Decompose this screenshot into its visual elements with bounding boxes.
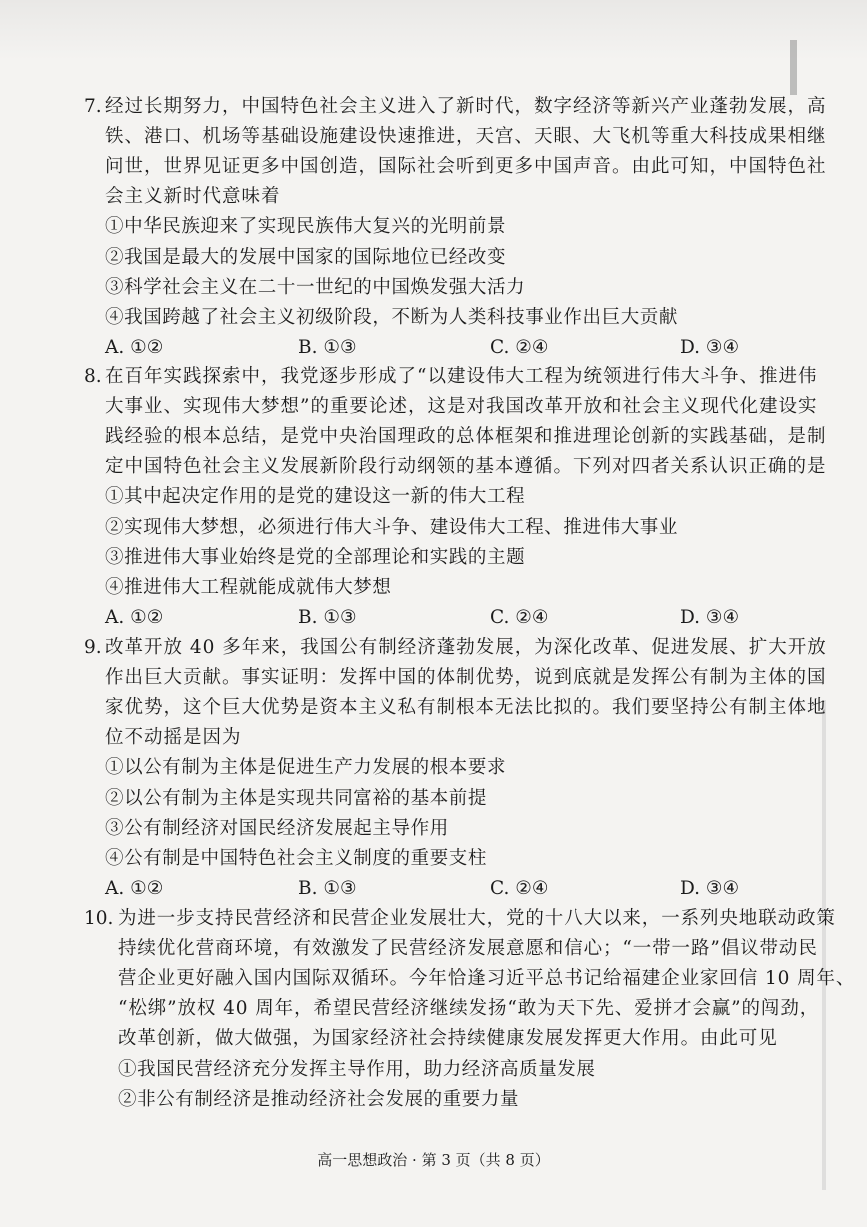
scan-edge-mark <box>790 40 797 95</box>
question-stem-line: 经过长期努力，中国特色社会主义进入了新时代，数字经济等新兴产业蓬勃发展，高 <box>105 96 827 117</box>
answer-option: C. ②④ <box>490 606 549 628</box>
question-number: 10. <box>84 908 114 929</box>
page-footer: 高一思想政治 · 第 3 页（共 8 页） <box>317 1151 550 1169</box>
answer-option: A. ①② <box>105 606 164 628</box>
statement-item: ④我国跨越了社会主义初级阶段，不断为人类科技事业作出巨大贡献 <box>105 306 679 328</box>
answer-option: D. ③④ <box>680 606 740 628</box>
question-stem-line: 铁、港口、机场等基础设施建设快速推进，天宫、天眼、大飞机等重大科技成果相继 <box>105 126 827 148</box>
question-stem-line: 家优势，这个巨大优势是资本主义私有制根本无法比拟的。我们要坚持公有制主体地 <box>105 697 827 719</box>
question-stem-line: “松绑”放权 40 周年，希望民营经济继续发扬“敢为天下先、爱拼才会赢”的闯劲， <box>118 998 820 1020</box>
statement-item: ③公有制经济对国民经济发展起主导作用 <box>105 817 449 839</box>
answer-option: B. ①③ <box>298 336 357 358</box>
statement-item: ①其中起决定作用的是党的建设这一新的伟大工程 <box>105 486 526 508</box>
question-stem-line: 定中国特色社会主义发展新阶段行动纲领的基本遵循。下列对四者关系认识正确的是 <box>105 456 827 478</box>
question-stem-line: 大事业、实现伟大梦想”的重要论述，这是对我国改革开放和社会主义现代化建设实 <box>105 396 818 418</box>
question-stem-line: 问世，世界见证更多中国创造，国际社会听到更多中国声音。由此可知，中国特色社 <box>105 156 827 178</box>
scan-shadow <box>0 0 867 60</box>
scan-edge-mark-lower <box>822 700 826 1190</box>
question-stem-line: 践经验的根本总结，是党中央治国理政的总体框架和推进理论创新的实践基础，是制 <box>105 426 827 448</box>
statement-item: ①我国民营经济充分发挥主导作用，助力经济高质量发展 <box>118 1058 596 1080</box>
question-stem-line: 营企业更好融入国内国际双循环。今年恰逢习近平总书记给福建企业家回信 10 周年、 <box>118 968 856 990</box>
answer-option: C. ②④ <box>490 877 549 899</box>
answer-option: A. ①② <box>105 877 164 899</box>
answer-option: D. ③④ <box>680 336 740 358</box>
statement-item: ③推进伟大事业始终是党的全部理论和实践的主题 <box>105 546 526 568</box>
answer-option: C. ②④ <box>490 336 549 358</box>
answer-option: B. ①③ <box>298 606 357 628</box>
answer-option: D. ③④ <box>680 877 740 899</box>
answer-option: B. ①③ <box>298 877 357 899</box>
answer-option: A. ①② <box>105 336 164 358</box>
statement-item: ②实现伟大梦想，必须进行伟大斗争、建设伟大工程、推进伟大事业 <box>105 516 679 538</box>
statement-item: ②以公有制为主体是实现共同富裕的基本前提 <box>105 787 488 809</box>
question-number: 9. <box>84 637 102 658</box>
statement-item: ①以公有制为主体是促进生产力发展的根本要求 <box>105 757 507 779</box>
question-stem-line: 会主义新时代意味着 <box>105 186 281 208</box>
statement-item: ③科学社会主义在二十一世纪的中国焕发强大活力 <box>105 276 526 298</box>
statement-item: ②非公有制经济是推动经济社会发展的重要力量 <box>118 1088 520 1110</box>
question-stem-line: 位不动摇是因为 <box>105 727 242 749</box>
question-number: 8. <box>84 366 102 387</box>
statement-item: ②我国是最大的发展中国家的国际地位已经改变 <box>105 246 507 268</box>
statement-item: ④公有制是中国特色社会主义制度的重要支柱 <box>105 847 488 869</box>
question-stem-line: 在百年实践探索中，我党逐步形成了“以建设伟大工程为统领进行伟大斗争、推进伟 <box>105 366 818 387</box>
statement-item: ①中华民族迎来了实现民族伟大复兴的光明前景 <box>105 216 507 238</box>
question-stem-line: 作出巨大贡献。事实证明：发挥中国的体制优势，说到底就是发挥公有制为主体的国 <box>105 667 827 689</box>
question-stem-line: 改革开放 40 多年来，我国公有制经济蓬勃发展，为深化改革、促进发展、扩大开放 <box>105 637 827 658</box>
question-number: 7. <box>84 96 102 117</box>
question-stem-line: 持续优化营商环境，有效激发了民营经济发展意愿和信心；“一带一路”倡议带动民 <box>118 938 818 960</box>
statement-item: ④推进伟大工程就能成就伟大梦想 <box>105 576 392 598</box>
question-stem-line: 为进一步支持民营经济和民营企业发展壮大，党的十八大以来，一系列央地联动政策 <box>118 908 836 929</box>
question-stem-line: 改革创新，做大做强，为国家经济社会持续健康发展发挥更大作用。由此可见 <box>118 1028 778 1050</box>
